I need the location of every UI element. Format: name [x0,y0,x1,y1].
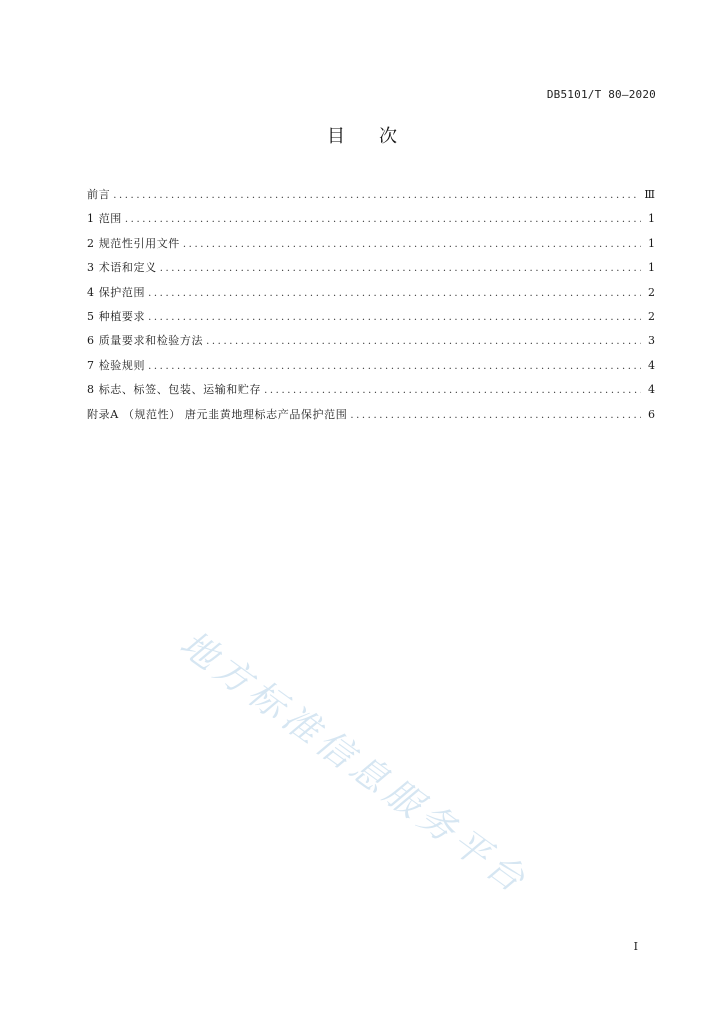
toc-entry-scope[interactable] [87,210,655,234]
toc-entry-label: 1 范围 [87,212,122,226]
toc-entry-annex-a[interactable] [87,406,655,430]
toc-entry-label: 4 保护范围 [87,285,146,299]
toc-entry-page: 1 [648,236,655,250]
toc-entry-label: 2 规范性引用文件 [87,236,180,250]
toc-entry-page: 6 [648,407,655,421]
toc-entry-page: 3 [648,334,655,348]
toc-entry-marking-packaging[interactable] [87,381,655,405]
toc-dot-leader [113,190,640,201]
page-title: 目次 [327,126,431,147]
toc-entry-foreword[interactable] [87,186,655,210]
toc-dot-leader [183,239,641,250]
toc-entry-label: 前言 [87,188,111,201]
toc-dot-leader [148,361,641,372]
toc-entry-label: 8 标志、标签、包装、运输和贮存 [87,383,262,397]
toc-entry-label: 6 质量要求和检验方法 [87,334,204,348]
toc-entry-normative-references[interactable] [87,235,655,259]
toc-entry-terms-definitions[interactable] [87,259,655,283]
toc-dot-leader [160,263,641,274]
toc-dot-leader [350,410,641,421]
toc-entry-page: Ⅲ [644,188,655,201]
toc-entry-inspection-rules[interactable] [87,357,655,381]
toc-entry-label: 附录A （规范性） 唐元韭黄地理标志产品保护范围 [87,407,348,421]
toc-entry-page: 4 [648,383,655,397]
document-code: DB5101/T 80—2020 [546,88,656,101]
toc-dot-leader [148,288,641,299]
page-number: I [633,940,638,953]
toc-entry-page: 2 [648,309,655,323]
table-of-contents [87,186,655,430]
toc-entry-quality-requirements[interactable] [87,332,655,356]
toc-dot-leader [206,336,641,347]
toc-dot-leader [125,214,641,225]
toc-entry-label: 7 检验规则 [87,358,146,372]
toc-entry-page: 1 [648,261,655,275]
toc-entry-page: 2 [648,285,655,299]
watermark: 地方标准信息服务平台 [172,623,537,904]
toc-entry-label: 3 术语和定义 [87,261,157,275]
toc-entry-page: 4 [648,358,655,372]
toc-entry-label: 5 种植要求 [87,309,146,323]
toc-entry-protection-scope[interactable] [87,284,655,308]
toc-dot-leader [264,385,641,396]
toc-entry-planting-requirements[interactable] [87,308,655,332]
toc-entry-page: 1 [648,212,655,226]
toc-dot-leader [148,312,641,323]
